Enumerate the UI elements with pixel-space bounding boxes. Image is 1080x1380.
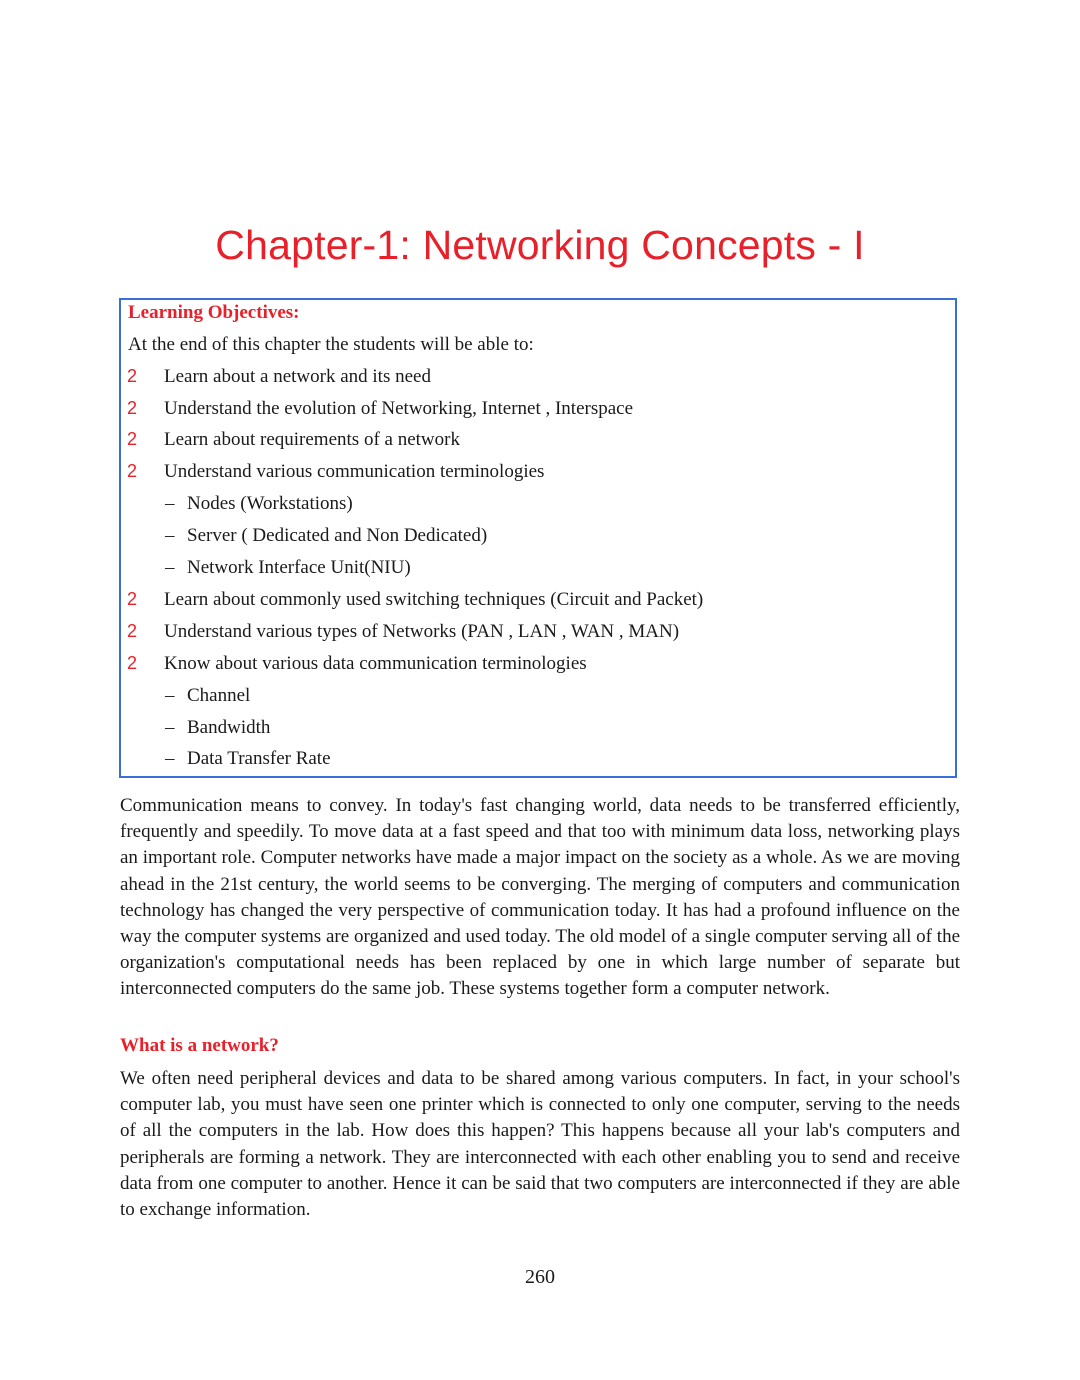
learning-objectives-heading: Learning Objectives:	[128, 302, 300, 323]
bullet-marker: 2	[127, 621, 138, 641]
objective-text: Understand various types of Networks (PAN , LAN , WAN , MAN)	[164, 621, 680, 642]
bullet-marker: 2	[127, 461, 138, 481]
bullet-marker: 2	[127, 589, 138, 609]
page-number: 260	[525, 1266, 555, 1288]
dash-marker: –	[165, 525, 175, 546]
bullet-marker: 2	[127, 398, 138, 418]
objective-text: Understand the evolution of Networking, Internet , Interspace	[164, 398, 634, 419]
section-paragraph: We often need peripheral devices and data to be shared among various computers. In fact, in your school's computer lab, you must have seen one printer which is connected to only one computer, serving to the needs of all the computers in the lab. How does this happen? This happens because all your lab's computers and peripherals are forming a network. They are interconnected with each other enabling you to send and receive data from one computer to another. Hence it can be said that two computers are interconnected if they are able to exchange information.	[120, 1068, 960, 1221]
objective-subitem-text: Nodes (Workstations)	[187, 493, 353, 514]
objective-text: Learn about a network and its need	[164, 366, 431, 387]
learning-objectives-intro: At the end of this chapter the students will be able to:	[128, 334, 534, 355]
intro-paragraph: Communication means to convey. In today's fast changing world, data needs to be transferred efficiently, frequently and speedily. To move data at a fast speed and that too with minimum data loss, networking plays an important role. Computer networks have made a major impact on the society as a whole. As we are moving ahead in the 21st century, the world seems to be converging. The merging of computers and communication technology has changed the very perspective of communication today. It has had a profound influence on the way the computer systems are organized and used today. The old model of a single computer serving all of the organization's computational needs has been replaced by one in which large number of separate but interconnected computers do the same job. These systems together form a computer network.	[120, 795, 960, 1000]
dash-marker: –	[165, 493, 175, 514]
section-heading-what-is-network: What is a network?	[120, 1035, 279, 1056]
objective-text: Learn about commonly used switching techniques (Circuit and Packet)	[164, 589, 704, 610]
objective-text: Know about various data communication terminologies	[164, 653, 587, 674]
objective-subitem-text: Network Interface Unit(NIU)	[187, 557, 411, 578]
dash-marker: –	[165, 748, 175, 769]
dash-marker: –	[165, 717, 175, 738]
objective-subitem-text: Server ( Dedicated and Non Dedicated)	[187, 525, 488, 546]
dash-marker: –	[165, 557, 175, 578]
chapter-title: Chapter-1: Networking Concepts - I	[215, 222, 865, 268]
bullet-marker: 2	[127, 653, 138, 673]
bullet-marker: 2	[127, 366, 138, 386]
dash-marker: –	[165, 685, 175, 706]
objective-text: Understand various communication terminologies	[164, 461, 545, 482]
objective-subitem-text: Data Transfer Rate	[187, 748, 331, 769]
objective-subitem-text: Channel	[187, 685, 251, 706]
objective-text: Learn about requirements of a network	[164, 429, 460, 450]
objective-subitem-text: Bandwidth	[187, 717, 271, 738]
bullet-marker: 2	[127, 429, 138, 449]
